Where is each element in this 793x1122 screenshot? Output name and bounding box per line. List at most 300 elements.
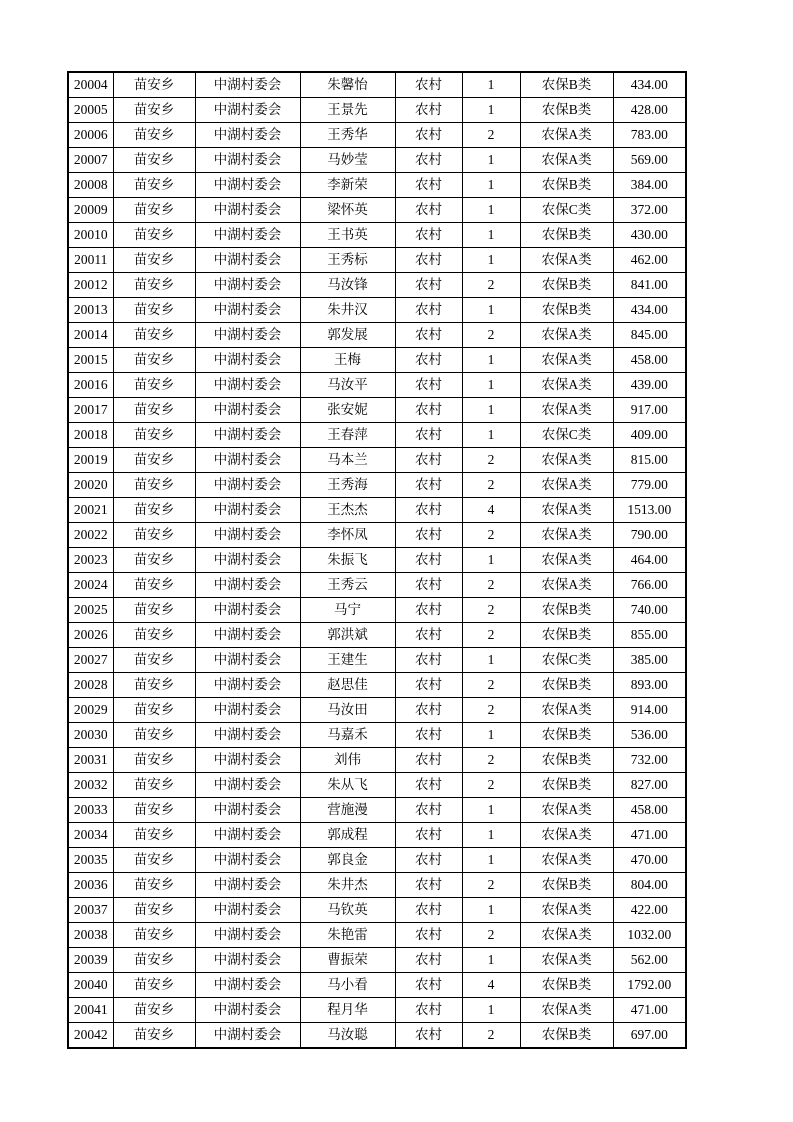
cell-residence: 农村 xyxy=(395,548,462,573)
cell-category: 农保A类 xyxy=(520,948,613,973)
cell-persons: 2 xyxy=(462,523,520,548)
cell-id: 20006 xyxy=(68,123,113,148)
cell-village: 中湖村委会 xyxy=(195,923,300,948)
cell-township: 苗安乡 xyxy=(113,948,195,973)
cell-township: 苗安乡 xyxy=(113,123,195,148)
cell-name: 朱井汉 xyxy=(300,298,395,323)
cell-amount: 827.00 xyxy=(613,773,686,798)
cell-category: 农保C类 xyxy=(520,198,613,223)
cell-township: 苗安乡 xyxy=(113,1023,195,1049)
cell-id: 20028 xyxy=(68,673,113,698)
table-row xyxy=(68,223,686,248)
cell-name: 刘伟 xyxy=(300,748,395,773)
cell-residence: 农村 xyxy=(395,748,462,773)
cell-category: 农保B类 xyxy=(520,973,613,998)
cell-persons: 2 xyxy=(462,598,520,623)
cell-persons: 1 xyxy=(462,648,520,673)
cell-category: 农保B类 xyxy=(520,98,613,123)
cell-residence: 农村 xyxy=(395,72,462,98)
cell-residence: 农村 xyxy=(395,423,462,448)
cell-amount: 740.00 xyxy=(613,598,686,623)
cell-residence: 农村 xyxy=(395,573,462,598)
cell-village: 中湖村委会 xyxy=(195,1023,300,1049)
cell-village: 中湖村委会 xyxy=(195,573,300,598)
table-row xyxy=(68,798,686,823)
table-row xyxy=(68,623,686,648)
cell-township: 苗安乡 xyxy=(113,673,195,698)
cell-id: 20017 xyxy=(68,398,113,423)
cell-township: 苗安乡 xyxy=(113,648,195,673)
cell-village: 中湖村委会 xyxy=(195,173,300,198)
cell-amount: 804.00 xyxy=(613,873,686,898)
cell-id: 20027 xyxy=(68,648,113,673)
cell-name: 李怀凤 xyxy=(300,523,395,548)
table-row xyxy=(68,548,686,573)
cell-id: 20021 xyxy=(68,498,113,523)
cell-residence: 农村 xyxy=(395,648,462,673)
cell-id: 20041 xyxy=(68,998,113,1023)
cell-name: 营施漫 xyxy=(300,798,395,823)
table-row xyxy=(68,698,686,723)
cell-residence: 农村 xyxy=(395,773,462,798)
cell-id: 20035 xyxy=(68,848,113,873)
cell-residence: 农村 xyxy=(395,1023,462,1049)
cell-name: 马小看 xyxy=(300,973,395,998)
table-row xyxy=(68,873,686,898)
cell-village: 中湖村委会 xyxy=(195,798,300,823)
cell-amount: 536.00 xyxy=(613,723,686,748)
cell-amount: 458.00 xyxy=(613,348,686,373)
cell-amount: 471.00 xyxy=(613,998,686,1023)
cell-amount: 464.00 xyxy=(613,548,686,573)
cell-amount: 471.00 xyxy=(613,823,686,848)
cell-name: 王秀海 xyxy=(300,473,395,498)
table-row xyxy=(68,598,686,623)
cell-township: 苗安乡 xyxy=(113,173,195,198)
cell-residence: 农村 xyxy=(395,298,462,323)
cell-persons: 2 xyxy=(462,123,520,148)
table-row xyxy=(68,298,686,323)
cell-village: 中湖村委会 xyxy=(195,98,300,123)
table-row xyxy=(68,148,686,173)
cell-persons: 2 xyxy=(462,623,520,648)
cell-persons: 1 xyxy=(462,948,520,973)
cell-township: 苗安乡 xyxy=(113,723,195,748)
cell-category: 农保A类 xyxy=(520,398,613,423)
cell-amount: 1032.00 xyxy=(613,923,686,948)
cell-id: 20033 xyxy=(68,798,113,823)
cell-name: 郭洪斌 xyxy=(300,623,395,648)
cell-amount: 815.00 xyxy=(613,448,686,473)
cell-name: 郭成程 xyxy=(300,823,395,848)
cell-id: 20011 xyxy=(68,248,113,273)
cell-persons: 1 xyxy=(462,823,520,848)
cell-residence: 农村 xyxy=(395,373,462,398)
table-row xyxy=(68,198,686,223)
cell-id: 20029 xyxy=(68,698,113,723)
cell-persons: 2 xyxy=(462,873,520,898)
cell-id: 20032 xyxy=(68,773,113,798)
cell-amount: 462.00 xyxy=(613,248,686,273)
cell-id: 20012 xyxy=(68,273,113,298)
table-row xyxy=(68,72,686,98)
cell-residence: 农村 xyxy=(395,998,462,1023)
cell-category: 农保B类 xyxy=(520,598,613,623)
cell-persons: 1 xyxy=(462,198,520,223)
cell-category: 农保A类 xyxy=(520,523,613,548)
cell-id: 20004 xyxy=(68,72,113,98)
cell-township: 苗安乡 xyxy=(113,98,195,123)
cell-persons: 1 xyxy=(462,798,520,823)
cell-name: 王书英 xyxy=(300,223,395,248)
cell-amount: 855.00 xyxy=(613,623,686,648)
cell-residence: 农村 xyxy=(395,673,462,698)
table-row xyxy=(68,1023,686,1049)
cell-residence: 农村 xyxy=(395,148,462,173)
table-row xyxy=(68,648,686,673)
cell-amount: 385.00 xyxy=(613,648,686,673)
cell-persons: 1 xyxy=(462,423,520,448)
cell-village: 中湖村委会 xyxy=(195,298,300,323)
cell-category: 农保B类 xyxy=(520,273,613,298)
cell-persons: 1 xyxy=(462,223,520,248)
cell-persons: 2 xyxy=(462,273,520,298)
cell-name: 马嘉禾 xyxy=(300,723,395,748)
cell-persons: 1 xyxy=(462,248,520,273)
cell-amount: 841.00 xyxy=(613,273,686,298)
cell-category: 农保B类 xyxy=(520,72,613,98)
cell-amount: 779.00 xyxy=(613,473,686,498)
cell-persons: 2 xyxy=(462,773,520,798)
cell-township: 苗安乡 xyxy=(113,923,195,948)
cell-residence: 农村 xyxy=(395,173,462,198)
cell-persons: 2 xyxy=(462,923,520,948)
cell-village: 中湖村委会 xyxy=(195,698,300,723)
cell-name: 朱振飞 xyxy=(300,548,395,573)
cell-id: 20009 xyxy=(68,198,113,223)
cell-village: 中湖村委会 xyxy=(195,473,300,498)
cell-id: 20037 xyxy=(68,898,113,923)
cell-id: 20036 xyxy=(68,873,113,898)
cell-category: 农保A类 xyxy=(520,323,613,348)
cell-name: 王秀云 xyxy=(300,573,395,598)
cell-category: 农保B类 xyxy=(520,173,613,198)
cell-village: 中湖村委会 xyxy=(195,873,300,898)
cell-residence: 农村 xyxy=(395,198,462,223)
cell-amount: 766.00 xyxy=(613,573,686,598)
cell-persons: 2 xyxy=(462,748,520,773)
cell-name: 朱井杰 xyxy=(300,873,395,898)
cell-township: 苗安乡 xyxy=(113,298,195,323)
cell-category: 农保B类 xyxy=(520,748,613,773)
cell-category: 农保C类 xyxy=(520,423,613,448)
cell-amount: 790.00 xyxy=(613,523,686,548)
cell-amount: 732.00 xyxy=(613,748,686,773)
cell-township: 苗安乡 xyxy=(113,423,195,448)
cell-name: 朱艳雷 xyxy=(300,923,395,948)
cell-village: 中湖村委会 xyxy=(195,148,300,173)
cell-village: 中湖村委会 xyxy=(195,248,300,273)
cell-persons: 1 xyxy=(462,98,520,123)
cell-id: 20038 xyxy=(68,923,113,948)
cell-township: 苗安乡 xyxy=(113,548,195,573)
cell-village: 中湖村委会 xyxy=(195,673,300,698)
cell-category: 农保A类 xyxy=(520,123,613,148)
table-row xyxy=(68,248,686,273)
cell-residence: 农村 xyxy=(395,498,462,523)
cell-name: 王杰杰 xyxy=(300,498,395,523)
cell-name: 马钦英 xyxy=(300,898,395,923)
cell-id: 20025 xyxy=(68,598,113,623)
cell-name: 马妙莹 xyxy=(300,148,395,173)
cell-id: 20024 xyxy=(68,573,113,598)
cell-persons: 2 xyxy=(462,323,520,348)
cell-township: 苗安乡 xyxy=(113,573,195,598)
cell-township: 苗安乡 xyxy=(113,598,195,623)
cell-amount: 893.00 xyxy=(613,673,686,698)
cell-category: 农保A类 xyxy=(520,923,613,948)
cell-village: 中湖村委会 xyxy=(195,548,300,573)
cell-residence: 农村 xyxy=(395,473,462,498)
cell-village: 中湖村委会 xyxy=(195,773,300,798)
cell-residence: 农村 xyxy=(395,123,462,148)
cell-persons: 1 xyxy=(462,998,520,1023)
table-row xyxy=(68,523,686,548)
cell-category: 农保A类 xyxy=(520,898,613,923)
cell-residence: 农村 xyxy=(395,398,462,423)
cell-category: 农保B类 xyxy=(520,673,613,698)
cell-category: 农保B类 xyxy=(520,298,613,323)
cell-village: 中湖村委会 xyxy=(195,498,300,523)
cell-id: 20020 xyxy=(68,473,113,498)
cell-village: 中湖村委会 xyxy=(195,723,300,748)
cell-township: 苗安乡 xyxy=(113,148,195,173)
cell-category: 农保A类 xyxy=(520,148,613,173)
cell-category: 农保A类 xyxy=(520,698,613,723)
cell-residence: 农村 xyxy=(395,923,462,948)
cell-name: 郭发展 xyxy=(300,323,395,348)
cell-residence: 农村 xyxy=(395,848,462,873)
table-row xyxy=(68,323,686,348)
cell-category: 农保B类 xyxy=(520,723,613,748)
cell-name: 马宁 xyxy=(300,598,395,623)
cell-id: 20013 xyxy=(68,298,113,323)
cell-persons: 4 xyxy=(462,498,520,523)
cell-residence: 农村 xyxy=(395,873,462,898)
cell-category: 农保B类 xyxy=(520,623,613,648)
cell-amount: 562.00 xyxy=(613,948,686,973)
cell-category: 农保A类 xyxy=(520,823,613,848)
cell-name: 朱馨怡 xyxy=(300,72,395,98)
cell-township: 苗安乡 xyxy=(113,773,195,798)
cell-village: 中湖村委会 xyxy=(195,223,300,248)
cell-residence: 农村 xyxy=(395,973,462,998)
cell-persons: 1 xyxy=(462,898,520,923)
cell-category: 农保B类 xyxy=(520,773,613,798)
table-body xyxy=(68,72,686,1048)
cell-category: 农保B类 xyxy=(520,873,613,898)
cell-village: 中湖村委会 xyxy=(195,373,300,398)
cell-name: 王春萍 xyxy=(300,423,395,448)
cell-persons: 2 xyxy=(462,573,520,598)
cell-id: 20034 xyxy=(68,823,113,848)
cell-category: 农保A类 xyxy=(520,473,613,498)
cell-name: 程月华 xyxy=(300,998,395,1023)
cell-township: 苗安乡 xyxy=(113,348,195,373)
cell-township: 苗安乡 xyxy=(113,898,195,923)
table-row xyxy=(68,448,686,473)
cell-category: 农保A类 xyxy=(520,373,613,398)
cell-amount: 917.00 xyxy=(613,398,686,423)
cell-residence: 农村 xyxy=(395,323,462,348)
table-row xyxy=(68,348,686,373)
subsidy-roster-table xyxy=(67,71,687,1049)
cell-name: 朱从飞 xyxy=(300,773,395,798)
cell-id: 20014 xyxy=(68,323,113,348)
table-row xyxy=(68,723,686,748)
cell-residence: 农村 xyxy=(395,823,462,848)
cell-township: 苗安乡 xyxy=(113,823,195,848)
cell-village: 中湖村委会 xyxy=(195,648,300,673)
cell-township: 苗安乡 xyxy=(113,448,195,473)
cell-name: 王梅 xyxy=(300,348,395,373)
cell-township: 苗安乡 xyxy=(113,323,195,348)
cell-persons: 1 xyxy=(462,173,520,198)
cell-residence: 农村 xyxy=(395,723,462,748)
cell-category: 农保A类 xyxy=(520,798,613,823)
cell-category: 农保A类 xyxy=(520,998,613,1023)
cell-id: 20030 xyxy=(68,723,113,748)
cell-name: 马汝锋 xyxy=(300,273,395,298)
cell-category: 农保A类 xyxy=(520,348,613,373)
cell-amount: 470.00 xyxy=(613,848,686,873)
cell-category: 农保B类 xyxy=(520,1023,613,1049)
cell-village: 中湖村委会 xyxy=(195,348,300,373)
cell-category: 农保A类 xyxy=(520,248,613,273)
cell-persons: 2 xyxy=(462,698,520,723)
table-row xyxy=(68,773,686,798)
cell-amount: 434.00 xyxy=(613,72,686,98)
cell-township: 苗安乡 xyxy=(113,523,195,548)
table-row xyxy=(68,923,686,948)
table-row xyxy=(68,498,686,523)
cell-amount: 458.00 xyxy=(613,798,686,823)
cell-township: 苗安乡 xyxy=(113,498,195,523)
cell-township: 苗安乡 xyxy=(113,973,195,998)
cell-amount: 409.00 xyxy=(613,423,686,448)
cell-residence: 农村 xyxy=(395,798,462,823)
cell-name: 马本兰 xyxy=(300,448,395,473)
cell-township: 苗安乡 xyxy=(113,698,195,723)
cell-township: 苗安乡 xyxy=(113,373,195,398)
cell-id: 20016 xyxy=(68,373,113,398)
cell-persons: 1 xyxy=(462,398,520,423)
cell-residence: 农村 xyxy=(395,223,462,248)
cell-persons: 1 xyxy=(462,723,520,748)
cell-village: 中湖村委会 xyxy=(195,273,300,298)
cell-id: 20026 xyxy=(68,623,113,648)
cell-id: 20018 xyxy=(68,423,113,448)
cell-village: 中湖村委会 xyxy=(195,198,300,223)
cell-township: 苗安乡 xyxy=(113,848,195,873)
cell-township: 苗安乡 xyxy=(113,798,195,823)
cell-amount: 845.00 xyxy=(613,323,686,348)
cell-name: 张安妮 xyxy=(300,398,395,423)
cell-amount: 1792.00 xyxy=(613,973,686,998)
cell-village: 中湖村委会 xyxy=(195,973,300,998)
table-row xyxy=(68,948,686,973)
cell-village: 中湖村委会 xyxy=(195,848,300,873)
cell-name: 王建生 xyxy=(300,648,395,673)
cell-name: 梁怀英 xyxy=(300,198,395,223)
cell-residence: 农村 xyxy=(395,273,462,298)
cell-amount: 430.00 xyxy=(613,223,686,248)
cell-village: 中湖村委会 xyxy=(195,123,300,148)
cell-id: 20008 xyxy=(68,173,113,198)
table-row xyxy=(68,98,686,123)
cell-residence: 农村 xyxy=(395,598,462,623)
cell-id: 20039 xyxy=(68,948,113,973)
table-row xyxy=(68,898,686,923)
cell-name: 郭良金 xyxy=(300,848,395,873)
cell-id: 20031 xyxy=(68,748,113,773)
cell-township: 苗安乡 xyxy=(113,198,195,223)
cell-name: 王景先 xyxy=(300,98,395,123)
cell-category: 农保B类 xyxy=(520,223,613,248)
table-row xyxy=(68,273,686,298)
cell-persons: 1 xyxy=(462,348,520,373)
cell-name: 赵思佳 xyxy=(300,673,395,698)
table-row xyxy=(68,398,686,423)
cell-persons: 1 xyxy=(462,148,520,173)
cell-village: 中湖村委会 xyxy=(195,398,300,423)
table-row xyxy=(68,673,686,698)
table-row xyxy=(68,748,686,773)
cell-residence: 农村 xyxy=(395,948,462,973)
cell-village: 中湖村委会 xyxy=(195,523,300,548)
table-row xyxy=(68,823,686,848)
cell-name: 王秀标 xyxy=(300,248,395,273)
cell-village: 中湖村委会 xyxy=(195,823,300,848)
cell-name: 马汝聪 xyxy=(300,1023,395,1049)
cell-village: 中湖村委会 xyxy=(195,448,300,473)
cell-persons: 2 xyxy=(462,448,520,473)
cell-persons: 1 xyxy=(462,373,520,398)
cell-township: 苗安乡 xyxy=(113,273,195,298)
cell-persons: 1 xyxy=(462,848,520,873)
cell-id: 20042 xyxy=(68,1023,113,1049)
cell-village: 中湖村委会 xyxy=(195,898,300,923)
cell-name: 曹振荣 xyxy=(300,948,395,973)
cell-village: 中湖村委会 xyxy=(195,998,300,1023)
cell-amount: 914.00 xyxy=(613,698,686,723)
cell-amount: 428.00 xyxy=(613,98,686,123)
cell-category: 农保A类 xyxy=(520,448,613,473)
cell-amount: 439.00 xyxy=(613,373,686,398)
cell-amount: 697.00 xyxy=(613,1023,686,1049)
cell-residence: 农村 xyxy=(395,98,462,123)
cell-category: 农保A类 xyxy=(520,573,613,598)
cell-township: 苗安乡 xyxy=(113,998,195,1023)
cell-township: 苗安乡 xyxy=(113,398,195,423)
cell-persons: 2 xyxy=(462,473,520,498)
cell-persons: 2 xyxy=(462,1023,520,1049)
cell-residence: 农村 xyxy=(395,623,462,648)
cell-persons: 4 xyxy=(462,973,520,998)
cell-residence: 农村 xyxy=(395,348,462,373)
cell-persons: 2 xyxy=(462,673,520,698)
cell-amount: 1513.00 xyxy=(613,498,686,523)
